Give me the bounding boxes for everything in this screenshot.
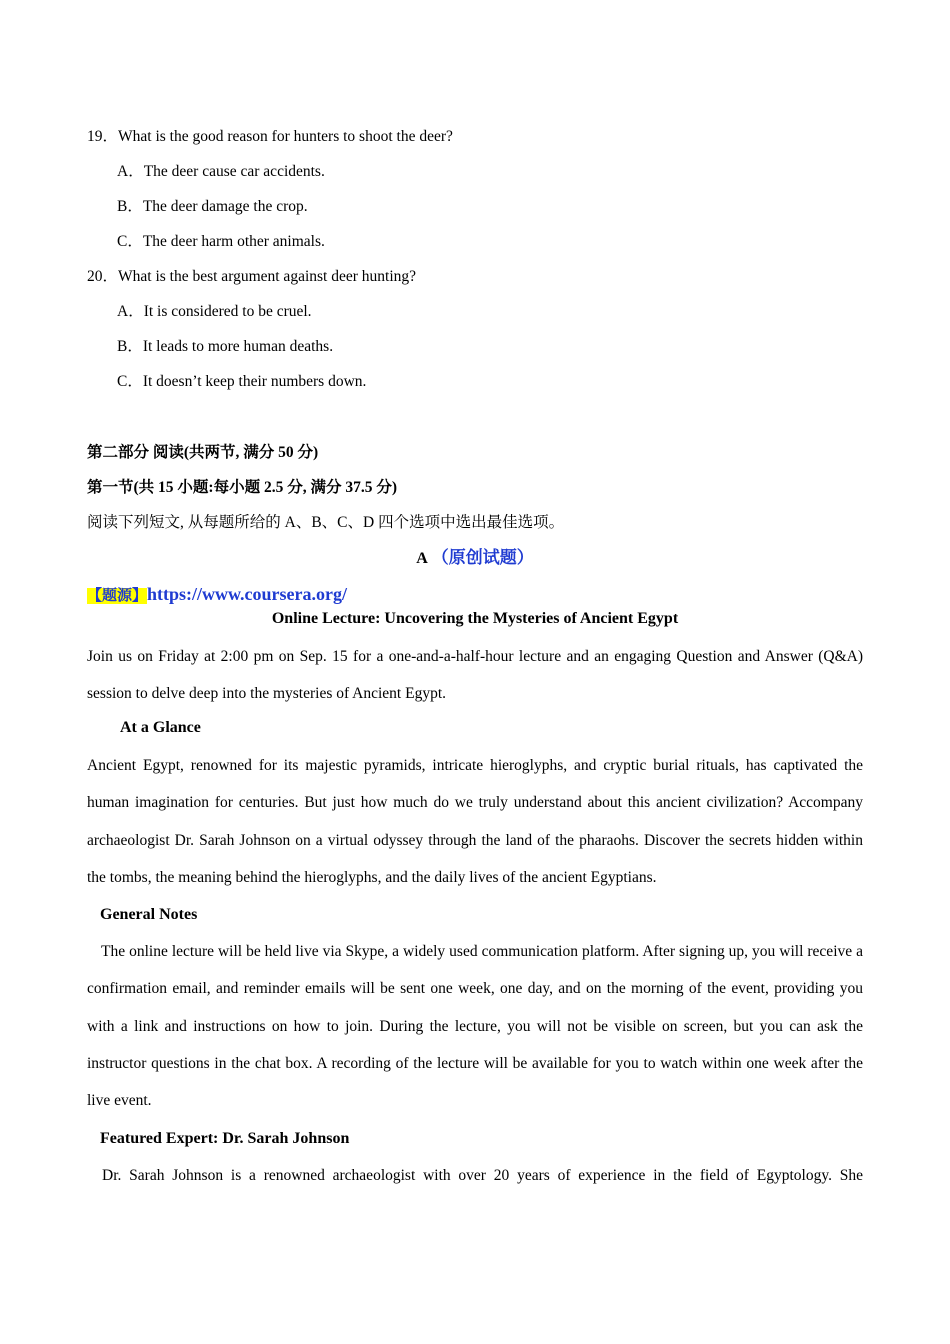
heading-general-notes: General Notes — [100, 906, 198, 923]
section1-title: 第一节(共 15 小题:每小题 2.5 分, 满分 37.5 分) — [87, 479, 397, 496]
article-title: Online Lecture: Uncovering the Mysteries of Ancient Egypt — [271, 610, 679, 627]
paragraph-featured-expert: Dr. Sarah Johnson is a renowned archaeologist with over 20 years of experience in the field of Egyptology. She — [102, 1167, 863, 1184]
passage-letter: A — [416, 550, 428, 567]
question-19-option-c: C．The deer harm other animals. — [117, 233, 325, 250]
question-20-option-b: B．It leads to more human deaths. — [117, 338, 334, 355]
question-19-option-b: B．The deer damage the crop. — [117, 198, 308, 215]
question-19-option-a: A．The deer cause car accidents. — [117, 163, 325, 180]
question-20-stem: 20．What is the best argument against deer hunting? — [87, 268, 417, 285]
heading-featured-expert: Featured Expert: Dr. Sarah Johnson — [100, 1130, 350, 1147]
question-20-option-a: A．It is considered to be cruel. — [117, 303, 312, 320]
paragraph-at-a-glance: Ancient Egypt, renowned for its majestic pyramids, intricate hieroglyphs, and cryptic burial rituals, has captivated the human imagination for centuries. But just how much do we truly understand about this ancient civilization? Accompany archaeologist Dr. Sarah Johnson on a virtual odyssey through the land of the pharaohs. Discover the secrets hidden within the tombs, the meaning behind the hieroglyphs, and the daily lives of the ancient Egyptians. — [87, 757, 863, 886]
part2-title: 第二部分 阅读(共两节, 满分 50 分) — [87, 444, 319, 461]
reading-instruction: 阅读下列短文, 从每题所给的 A、B、C、D 四个选项中选出最佳选项。 — [87, 514, 565, 531]
article-intro: Join us on Friday at 2:00 pm on Sep. 15 for a one-and-a-half-hour lecture and an engaging Question and Answer (Q&A) session to delve deep into the mysteries of Ancient Egypt. — [87, 648, 863, 703]
source-line — [87, 584, 347, 606]
passage-heading — [0, 548, 950, 569]
source-link[interactable]: https://www.coursera.org/ — [147, 584, 347, 604]
passage-tag: （原创试题） — [431, 548, 534, 567]
question-20-option-c: C．It doesn’t keep their numbers down. — [117, 373, 367, 390]
paragraph-general-notes: The online lecture will be held live via Skype, a widely used communication platform. After signing up, you will receive a confirmation email, and reminder emails will be sent one week, one day, and on the morning of the event, providing you with a link and instructions on how to join. During the lecture, you will not be visible on screen, but you can ask the instructor questions in the chat box. A recording of the lecture will be available for you to watch within one week after the live event. — [87, 943, 863, 1110]
source-label: 【题源】 — [87, 588, 148, 604]
heading-at-a-glance: At a Glance — [120, 719, 201, 736]
question-19-stem: 19．What is the good reason for hunters to shoot the deer? — [87, 128, 453, 145]
